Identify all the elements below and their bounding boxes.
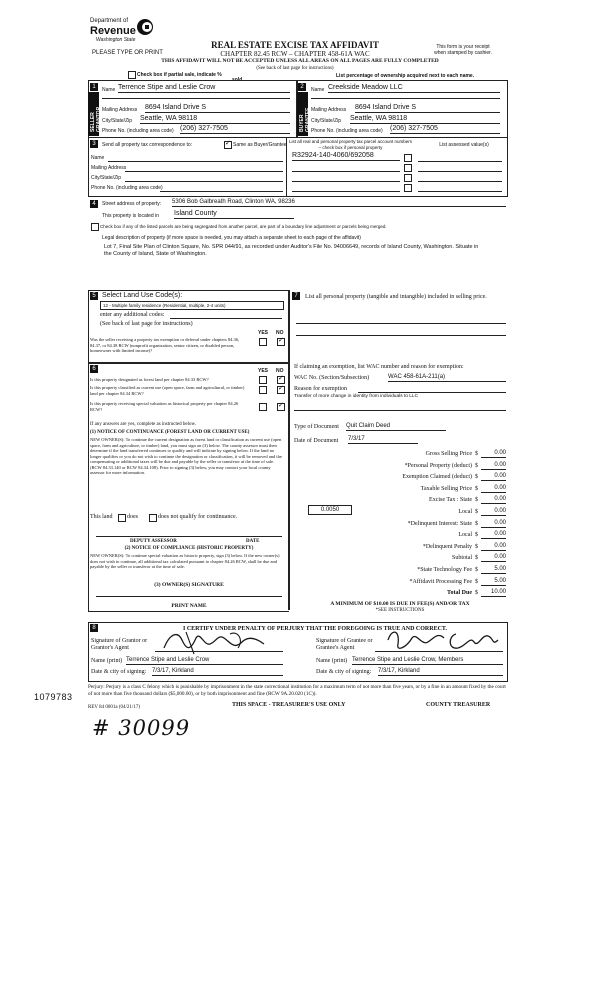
grantee-print-name[interactable]: Terrence Stipe and Leslie Crow, Members bbox=[352, 657, 503, 665]
s5-q1-no[interactable] bbox=[277, 338, 285, 346]
dollar-sign: $ bbox=[475, 567, 478, 573]
parcel-header: List all real and personal property tax parcel account numbers – check box if personal property bbox=[288, 139, 413, 150]
s5-question: Was the seller receiving a property tax exemption or deferral under chapters 84.36, 84.37, or 84.38 RCW (nonprofit organization, senior citizen, or disabled person, homeowner with limited income)? bbox=[90, 337, 240, 353]
parcel-1-personal-checkbox[interactable] bbox=[404, 154, 412, 162]
tax-row-value[interactable]: 0.00 bbox=[481, 531, 506, 539]
exemption-reason[interactable]: Transfer of more change in identity from individuals to LLC bbox=[294, 394, 419, 399]
dollar-sign: $ bbox=[475, 485, 478, 492]
dollar-sign: $ bbox=[475, 543, 478, 550]
grantor-date-label: Date & city of signing: bbox=[91, 669, 147, 675]
form-chapter: CHAPTER 82.45 RCW – CHAPTER 458-61A WAC bbox=[220, 50, 370, 58]
s5-q1-yes[interactable] bbox=[259, 338, 267, 346]
section-3-marker: 3 bbox=[90, 140, 98, 148]
legal-label: Legal description of property (if more space is needed, you may attach a separate sheet to each page of the affidavit) bbox=[102, 235, 361, 241]
send-correspondence-label: Send all property tax correspondence to: bbox=[102, 142, 193, 148]
tax-row-label: Exemption Claimed (deduct) bbox=[402, 474, 472, 481]
wac-number[interactable]: WAC 458-61A-211(a) bbox=[388, 374, 506, 382]
same-as-buyer-label: Same as Buyer/Grantee bbox=[233, 142, 287, 148]
tax-row-value[interactable]: 0.00 bbox=[481, 496, 506, 504]
grantor-sig-label: Signature of Grantor or Grantor's Agent bbox=[91, 638, 148, 651]
tax-row-value[interactable]: 0.00 bbox=[481, 485, 506, 493]
s5-see-back: (See back of last page for instructions) bbox=[100, 321, 193, 327]
buyer-name-label: Name bbox=[311, 87, 325, 93]
buyer-mailing[interactable]: 8694 Island Drive S bbox=[355, 104, 500, 113]
form-warning: THIS AFFIDAVIT WILL NOT BE ACCEPTED UNLESS ALL AREAS ON ALL PAGES ARE FULLY COMPLETED bbox=[161, 58, 439, 64]
s3-city-label: City/State/Zip bbox=[91, 175, 122, 181]
notice1-title: (1) NOTICE OF CONTINUANCE (FOREST LAND OR CURRENT USE) bbox=[90, 430, 250, 435]
dept-line2: Revenue bbox=[90, 25, 136, 37]
section-5-marker: 5 bbox=[90, 292, 98, 300]
tax-row-value[interactable]: 0.00 bbox=[481, 520, 506, 528]
parcel-3-personal-checkbox[interactable] bbox=[404, 174, 412, 182]
seller-mailing[interactable]: 8694 Island Drive S bbox=[145, 104, 290, 113]
seller-side-label: SELLER GRANTOR bbox=[90, 106, 102, 132]
dollar-sign: $ bbox=[475, 590, 478, 597]
buyer-mailing-label: Mailing Address bbox=[311, 107, 347, 113]
dollar-sign: $ bbox=[475, 578, 478, 585]
ownership-note: List percentage of ownership acquired next to each name. bbox=[336, 73, 475, 79]
dollar-sign: $ bbox=[475, 555, 478, 562]
dollar-sign: $ bbox=[475, 509, 478, 515]
grantor-print-name[interactable]: Terrence Stipe and Leslie Crow bbox=[126, 657, 283, 665]
partial-sale-checkbox[interactable] bbox=[128, 71, 136, 79]
personal-property-label: List all personal property (tangible and intangible) included in selling price. bbox=[305, 294, 487, 300]
s6-q1-yes[interactable] bbox=[259, 376, 267, 384]
legal-description[interactable]: Lot 7, Final Site Plan of Clinton Square, No. SPR 044/91, as recorded under Auditor's File No. 94006649, records of Island County, Washington. Situate in the County of Island, State of Washington. bbox=[104, 244, 479, 257]
dollar-sign: $ bbox=[475, 474, 478, 481]
grantor-print-label: Name (print) bbox=[91, 658, 123, 664]
grantor-date[interactable]: 7/3/17, Kirkland bbox=[152, 668, 283, 676]
print-name-label: PRINT NAME bbox=[171, 603, 207, 609]
treasurer-space: THIS SPACE - TREASURER'S USE ONLY bbox=[232, 702, 346, 708]
tax-row-label: Local bbox=[458, 509, 472, 515]
grantee-date-label: Date & city of signing: bbox=[316, 669, 372, 675]
notice1-body: NEW OWNER(S): To continue the current designation as forest land or classification as current use (open space, farm and agriculture, or timber) land, you must sign on (3) below. The county assessor must then determine if the land transferred continues to qualify and will indicate by signing below. If the land no longer qualifies or you do not wish to continue the designation or classification, it will be removed and the compensating or additional taxes will be due and payable by the seller or transferor at the time of sale. (RCW 84.33.140 or RCW 84.34.108). Prior to signing (3) below, you may contact your local county assessor for more information. bbox=[90, 437, 282, 475]
tax-row-label: *Affidavit Processing Fee bbox=[409, 578, 472, 585]
buyer-side-label: BUYER GRANTEE bbox=[299, 107, 311, 132]
s6-q3-yes[interactable] bbox=[259, 403, 267, 411]
perjury-statement: Perjury: Perjury is a class C felony which is punishable by imprisonment in the state correctional institution for a maximum term of not more than five years, or by a fine in an amount fixed by the court of not more than five thousand dollars ($5,000.00), or by both imprisonment and fine (RCW 9A.20.020 (1C)). bbox=[88, 684, 506, 697]
tax-row-value[interactable]: 0.00 bbox=[481, 462, 506, 470]
s5-no: NO bbox=[276, 330, 284, 336]
buyer-phone[interactable]: (206) 327-7505 bbox=[390, 125, 500, 134]
land-does-not-checkbox[interactable] bbox=[149, 514, 157, 522]
seller-city[interactable]: Seattle, WA 98118 bbox=[140, 115, 290, 124]
s6-q2-yes[interactable] bbox=[259, 386, 267, 394]
assessed-header: List assessed value(s) bbox=[439, 142, 489, 148]
wac-label: WAC No. (Section/Subsection) bbox=[294, 375, 370, 381]
doc-type-label: Type of Document bbox=[294, 424, 339, 430]
tax-row-label: Total Due bbox=[447, 590, 472, 597]
buyer-phone-label: Phone No. (including area code) bbox=[311, 128, 383, 134]
s6-q1: Is this property designated as forest land per chapter 84.33 RCW? bbox=[90, 377, 209, 382]
doc-date[interactable]: 7/3/17 bbox=[348, 436, 418, 444]
county[interactable]: Island County bbox=[174, 210, 294, 219]
tax-row-label: *State Technology Fee bbox=[417, 567, 472, 573]
tax-row-value[interactable]: 0.00 bbox=[481, 450, 506, 458]
dept-line1: Department of bbox=[90, 18, 129, 24]
street-label: Street address of property: bbox=[102, 201, 162, 207]
section-6-marker: 6 bbox=[90, 365, 98, 373]
seller-name[interactable]: Terrence Stipe and Leslie Crow bbox=[118, 84, 290, 93]
segregated-checkbox[interactable] bbox=[91, 223, 99, 231]
tax-row-label: Excise Tax : State bbox=[429, 497, 472, 504]
exemption-heading: If claiming an exemption, list WAC number and reason for exemption: bbox=[294, 364, 464, 370]
dollar-sign: $ bbox=[475, 520, 478, 527]
s3-phone-label: Phone No. (including area code) bbox=[91, 185, 163, 191]
seller-phone[interactable]: (206) 327-7505 bbox=[180, 125, 290, 134]
s6-q3: Is this property receiving special valuation as historical property per chapter 84.26 RCW? bbox=[90, 401, 239, 412]
dept-line3: Washington State bbox=[96, 37, 136, 43]
buyer-name[interactable]: Creekside Meadow LLC bbox=[328, 84, 500, 93]
s3-mailing-label: Mailing Address bbox=[91, 165, 127, 171]
form-title: REAL ESTATE EXCISE TAX AFFIDAVIT bbox=[211, 40, 379, 50]
seller-city-label: City/State/Zip bbox=[102, 118, 133, 124]
tax-row-label: *Delinquent Interest: State bbox=[407, 520, 472, 527]
same-as-buyer-checkbox[interactable] bbox=[224, 141, 232, 149]
handwritten-number: # 30099 bbox=[92, 716, 191, 740]
dollar-sign: $ bbox=[475, 497, 478, 504]
s6-yes: YES bbox=[258, 368, 269, 374]
land-does-checkbox[interactable] bbox=[118, 514, 126, 522]
see-back-note: (See back of last page for instructions) bbox=[256, 66, 334, 71]
section-7-marker: 7 bbox=[292, 292, 300, 300]
dollar-sign: $ bbox=[475, 462, 478, 469]
does-not-label: does not qualify for continuance. bbox=[158, 514, 238, 520]
reason-label: Reason for exemption bbox=[294, 386, 347, 392]
seller-name-label: Name bbox=[102, 87, 116, 93]
tax-row-value[interactable]: 0.00 bbox=[481, 473, 506, 481]
partial-sale-label: Check box if partial sale, indicate % bbox=[137, 72, 222, 78]
receipt-note: This form is your receipt when stamped by cashier. bbox=[434, 44, 492, 56]
section-8-marker: 8 bbox=[90, 624, 98, 632]
tax-row-label: *Personal Property (deduct) bbox=[404, 462, 472, 469]
buyer-city[interactable]: Seattle, WA 98118 bbox=[350, 115, 500, 124]
tax-row-label: Subtotal bbox=[451, 555, 472, 562]
tax-row-value[interactable]: 0.00 bbox=[481, 554, 506, 562]
section-1-marker: 1 bbox=[90, 83, 98, 91]
tax-row-value[interactable]: 0.00 bbox=[481, 543, 506, 551]
notice2-body: NEW OWNER(S): To continue special valuation as historic property, sign (3) below. If the new owner(s) does not wish to continue, all additional tax calculated pursuant to chapter 84.26 RCW, shall be due and payable by the seller or transferor at the time of sale. bbox=[90, 553, 280, 569]
street-address[interactable]: 5306 Bob Galbreath Road, Clinton WA, 98236 bbox=[172, 199, 506, 207]
doc-type[interactable]: Quit Claim Deed bbox=[346, 423, 446, 431]
additional-codes-label: enter any additional codes: bbox=[100, 312, 165, 318]
rev-number: REV 84 0001a (04/21/17) bbox=[88, 705, 140, 710]
s6-q2-no[interactable] bbox=[277, 386, 285, 394]
deputy-assessor: DEPUTY ASSESSOR bbox=[130, 539, 177, 544]
certify-statement: I CERTIFY UNDER PENALTY OF PERJURY THAT THE FOREGOING IS TRUE AND CORRECT. bbox=[182, 626, 447, 632]
dor-logo bbox=[90, 16, 160, 46]
tax-row-label: *Delinquent Penalty bbox=[422, 543, 472, 550]
segregated-label: Check box if any of the listed parcels are being segregated from another parcel, are part of a boundary line adjustment or parcels being merged. bbox=[100, 224, 387, 229]
local-rate[interactable]: 0.0050 bbox=[308, 505, 352, 515]
county-treasurer: COUNTY TREASURER bbox=[426, 702, 491, 708]
stamp-number: 1079783 bbox=[34, 692, 73, 702]
seller-phone-label: Phone No. (including area code) bbox=[102, 128, 174, 134]
s6-if-yes: If any answers are yes, complete as instructed below. bbox=[90, 422, 197, 427]
grantee-print-label: Name (print) bbox=[316, 658, 348, 664]
s6-no: NO bbox=[276, 368, 284, 374]
s3-name-label: Name bbox=[91, 155, 105, 161]
grantee-date[interactable]: 7/3/17, Kirkland bbox=[378, 668, 503, 676]
buyer-city-label: City/State/Zip bbox=[311, 118, 342, 124]
this-land-label: This land bbox=[90, 514, 113, 520]
parcel-number[interactable]: R32924-140-4060/692058 bbox=[292, 152, 400, 161]
grantee-sig-label: Signature of Grantee or Grantee's Agent bbox=[316, 638, 373, 651]
doc-date-label: Date of Document bbox=[294, 438, 339, 444]
notice2-title: (2) NOTICE OF COMPLIANCE (HISTORIC PROPERTY) bbox=[124, 546, 254, 551]
land-use-label: Select Land Use Code(s): bbox=[102, 292, 183, 299]
type-or-print: PLEASE TYPE OR PRINT bbox=[92, 50, 163, 56]
sold-label: sold. bbox=[232, 77, 244, 83]
seller-mailing-label: Mailing Address bbox=[102, 107, 138, 113]
tax-row-value[interactable]: 5.00 bbox=[481, 566, 506, 574]
owner-signature-title: (3) OWNER(S) SIGNATURE bbox=[154, 582, 224, 588]
dollar-sign: $ bbox=[475, 451, 478, 457]
located-label: This property is located in bbox=[102, 213, 159, 219]
parcel-4-personal-checkbox[interactable] bbox=[404, 184, 412, 192]
does-label: does bbox=[127, 514, 138, 520]
section-4-marker: 4 bbox=[90, 200, 98, 208]
see-instructions: *SEE INSTRUCTIONS bbox=[375, 608, 425, 613]
s6-q1-no[interactable] bbox=[277, 376, 285, 384]
tax-row-value[interactable]: 10.00 bbox=[481, 589, 506, 597]
s6-q3-no[interactable] bbox=[277, 403, 285, 411]
s5-yes: YES bbox=[258, 330, 269, 336]
s6-q2: Is this property classified as current use (open space, farm and agricultural, or timber) land per chapter 84.34 RCW? bbox=[90, 385, 245, 396]
section-2-marker: 2 bbox=[298, 83, 306, 91]
grantee-signature-mark bbox=[382, 626, 502, 654]
deputy-date: DATE bbox=[246, 539, 260, 544]
tax-row-label: Local bbox=[458, 532, 472, 539]
tax-row-value[interactable]: 5.00 bbox=[481, 578, 506, 586]
wa-logo-icon bbox=[136, 16, 154, 38]
tax-row-label: Gross Selling Price bbox=[425, 451, 472, 457]
parcel-2-personal-checkbox[interactable] bbox=[404, 164, 412, 172]
land-use-select[interactable]: 12 - Multiple family residence (Residential, multiple, 2-4 units) bbox=[100, 301, 284, 310]
dollar-sign: $ bbox=[475, 532, 478, 539]
tax-row-label: Taxable Selling Price bbox=[420, 485, 472, 492]
minimum-due-note: A MINIMUM OF $10.00 IS DUE IN FEE(S) AND/OR TAX bbox=[330, 601, 470, 607]
tax-row-value[interactable]: 0.00 bbox=[481, 508, 506, 516]
grantor-signature-mark bbox=[160, 628, 275, 656]
